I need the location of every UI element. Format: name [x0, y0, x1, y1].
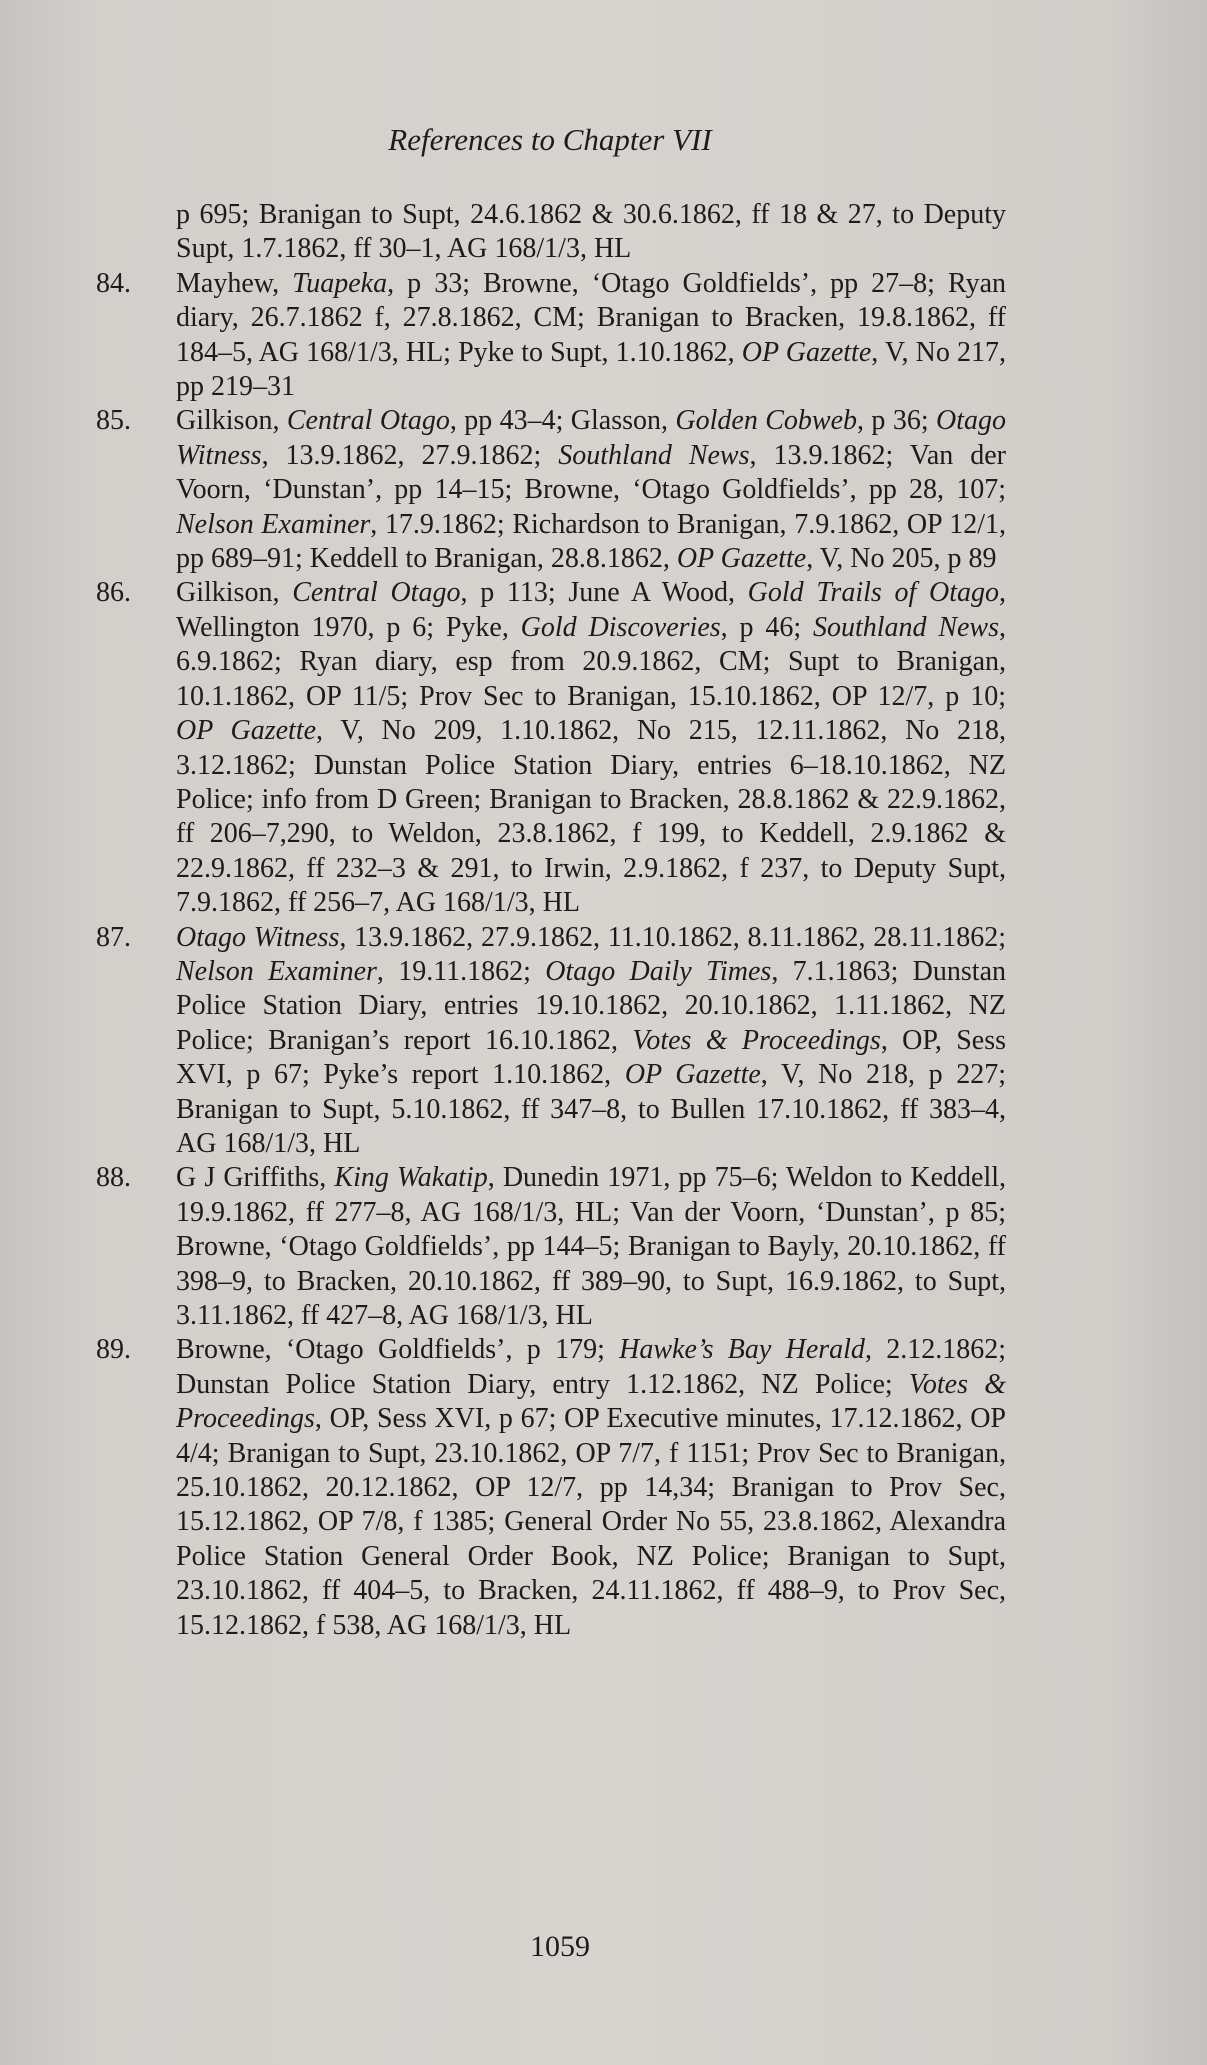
reference-entry [96, 1161, 1006, 1333]
reference-number: 85. [96, 405, 131, 437]
reference-number: 84. [96, 267, 131, 299]
reference-number: 87. [96, 921, 131, 953]
reference-number: 86. [96, 577, 131, 609]
reference-entries [96, 267, 1006, 1643]
reference-number: 89. [96, 1334, 131, 1366]
reference-text: G J Griffiths, King Wakatip, Dunedin 1971, pp 75–6; Weldon to Keddell, 19.9.1862, ff 277–8, AG 168/1/3, HL; Van der Voorn, ‘Dunstan’, p 85; Browne, ‘Otago Goldfields’, pp 144–5; Branigan to Bayly, 20.10.1862, ff 398–9, to Bracken, 20.10.1862, ff 389–90, to Supt, 16.9.1862, to Supt, 3.11.1862, ff 427–8, AG 168/1/3, HL [176, 1162, 1006, 1331]
reference-list [96, 198, 1006, 1643]
page-number: 1059 [530, 1930, 590, 1963]
reference-text: Otago Witness, 13.9.1862, 27.9.1862, 11.10.1862, 8.11.1862, 28.11.1862; Nelson Examiner, 19.11.1862; Otago Daily Times, 7.1.1863; Dunstan Police Station Diary, entries 19.10.1862, 20.10.1862, 1.11.1862, NZ Police; Branigan’s report 16.10.1862, Votes & Proceedings, OP, Sess XVI, p 67; Pyke’s report 1.10.1862, OP Gazette, V, No 218, p 227; Branigan to Supt, 5.10.1862, ff 347–8, to Bullen 17.10.1862, ff 383–4, AG 168/1/3, HL [176, 921, 1007, 1159]
reference-entry [96, 576, 1006, 920]
running-head: References to Chapter VII [388, 122, 712, 157]
reference-continuation: p 695; Branigan to Supt, 24.6.1862 & 30.6.1862, ff 18 & 27, to Deputy Supt, 1.7.1862, ff 30–1, AG 168/1/3, HL [176, 199, 1006, 265]
reference-text: Gilkison, Central Otago, p 113; June A Wood, Gold Trails of Otago, Wellington 1970, p 6; Pyke, Gold Discoveries, p 46; Southland News, 6.9.1862; Ryan diary, esp from 20.9.1862, CM; Supt to Branigan, 10.1.1862, OP 11/5; Prov Sec to Branigan, 15.10.1862, OP 12/7, p 10; OP Gazette, V, No 209, 1.10.1862, No 215, 12.11.1862, No 218, 3.12.1862; Dunstan Police Station Diary, entries 6–18.10.1862, NZ Police; info from D Green; Branigan to Bracken, 28.8.1862 & 22.9.1862, ff 206–7,290, to Weldon, 23.8.1862, f 199, to Keddell, 2.9.1862 & 22.9.1862, ff 232–3 & 291, to Irwin, 2.9.1862, f 237, to Deputy Supt, 7.9.1862, ff 256–7, AG 168/1/3, HL [176, 577, 1006, 919]
reference-text: Mayhew, Tuapeka, p 33; Browne, ‘Otago Goldfields’, pp 27–8; Ryan diary, 26.7.1862 f, 27.8.1862, CM; Branigan to Bracken, 19.8.1862, ff 184–5, AG 168/1/3, HL; Pyke to Supt, 1.10.1862, OP Gazette, V, No 217, pp 219–31 [176, 267, 1006, 403]
reference-entry [96, 404, 1006, 576]
reference-entry [96, 921, 1006, 1162]
reference-text: Gilkison, Central Otago, pp 43–4; Glasson, Golden Cobweb, p 36; Otago Witness, 13.9.1862, 27.9.1862; Southland News, 13.9.1862; Van der Voorn, ‘Dunstan’, pp 14–15; Browne, ‘Otago Goldfields’, pp 28, 107; Nelson Examiner, 17.9.1862; Richardson to Branigan, 7.9.1862, OP 12/1, pp 689–91; Keddell to Branigan, 28.8.1862, OP Gazette, V, No 205, p 89 [176, 405, 1007, 575]
reference-entry [96, 267, 1006, 405]
reference-number: 88. [96, 1162, 131, 1194]
reference-text: Browne, ‘Otago Goldfields’, p 179; Hawke’s Bay Herald, 2.12.1862; Dunstan Police Station Diary, entry 1.12.1862, NZ Police; Votes & Proceedings, OP, Sess XVI, p 67; OP Executive minutes, 17.12.1862, OP 4/4; Branigan to Supt, 23.10.1862, OP 7/7, f 1151; Prov Sec to Branigan, 25.10.1862, 20.12.1862, OP 12/7, pp 14,34; Branigan to Prov Sec, 15.12.1862, OP 7/8, f 1385; General Order No 55, 23.8.1862, Alexandra Police Station General Order Book, NZ Police; Branigan to Supt, 23.10.1862, ff 404–5, to Bracken, 24.11.1862, ff 488–9, to Prov Sec, 15.12.1862, f 538, AG 168/1/3, HL [176, 1334, 1007, 1641]
reference-entry [96, 1333, 1006, 1643]
